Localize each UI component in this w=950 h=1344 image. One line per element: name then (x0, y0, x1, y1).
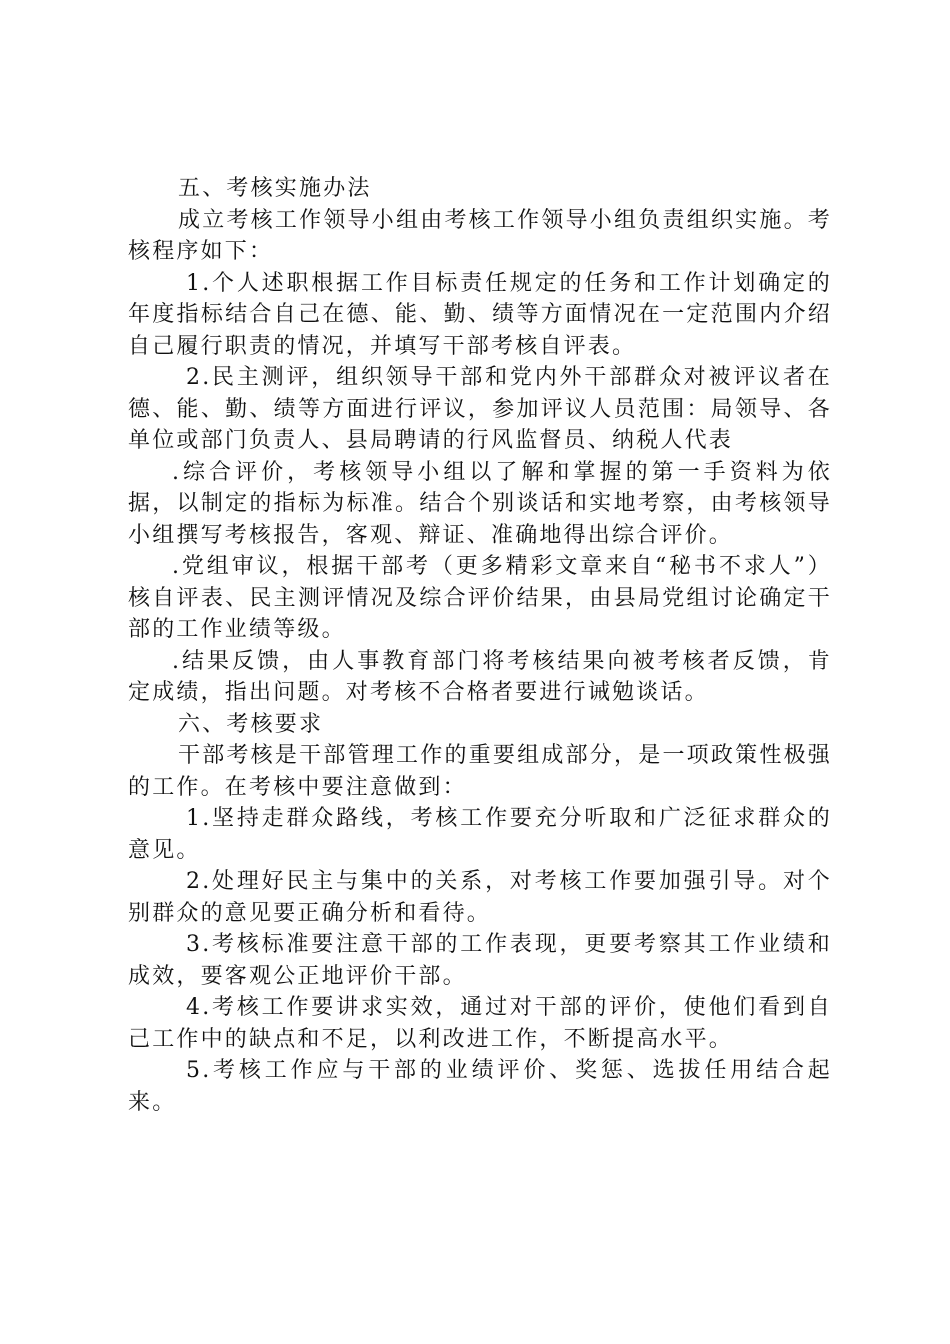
section-heading-implementation: 五、考核实施办法 (178, 176, 372, 201)
document-body (128, 173, 832, 1118)
list-item-evaluation-standard: 3.考核标准要注意干部的工作表现，更要考察其工作业绩和成效，要客观公正地评价干部。 (128, 932, 832, 989)
section-heading-requirements: 六、考核要求 (178, 711, 324, 737)
list-item-feedback: .结果反馈，由人事教育部门将考核结果向被考核者反馈，肯定成绩，指出问题。对考核不合格者要进行诫勉谈话。 (128, 648, 832, 705)
list-item-self-report: 1.个人述职根据工作目标责任规定的任务和工作计划确定的年度指标结合自己在德、能、勤、绩等方面情况在一定范围内介绍自己履行职责的情况，并填写干部考核自评表。 (128, 270, 832, 359)
list-item-integration: 5.考核工作应与干部的业绩评价、奖惩、选拔任用结合起来。 (128, 1058, 832, 1115)
list-item-democracy-centralism: 2.处理好民主与集中的关系，对考核工作要加强引导。对个别群众的意见要正确分析和看待。 (128, 869, 832, 926)
paragraph-requirements-intro: 干部考核是干部管理工作的重要组成部分，是一项政策性极强的工作。在考核中要注意做到： (128, 743, 832, 800)
list-item-effectiveness: 4.考核工作要讲求实效，通过对干部的评价，使他们看到自己工作中的缺点和不足，以利改进工作，不断提高水平。 (128, 995, 832, 1052)
list-item-mass-line: 1.坚持走群众路线，考核工作要充分听取和广泛征求群众的意见。 (128, 806, 832, 863)
list-item-comprehensive-evaluation: .综合评价，考核领导小组以了解和掌握的第一手资料为依据，以制定的指标为标准。结合个别谈话和实地考察，由考核领导小组撰写考核报告，客观、辩证、准确地得出综合评价。 (128, 459, 832, 548)
paragraph-leadership-group: 成立考核工作领导小组由考核工作领导小组负责组织实施。考核程序如下： (128, 207, 832, 264)
list-item-party-review: .党组审议，根据干部考（更多精彩文章来自“秘书不求人”）核自评表、民主测评情况及综合评价结果，由县局党组讨论确定干部的工作业绩等级。 (128, 554, 832, 642)
list-item-democratic-evaluation: 2.民主测评，组织领导干部和党内外干部群众对被评议者在德、能、勤、绩等方面进行评议，参加评议人员范围：局领导、各单位或部门负责人、县局聘请的行风监督员、纳税人代表 (128, 365, 832, 453)
